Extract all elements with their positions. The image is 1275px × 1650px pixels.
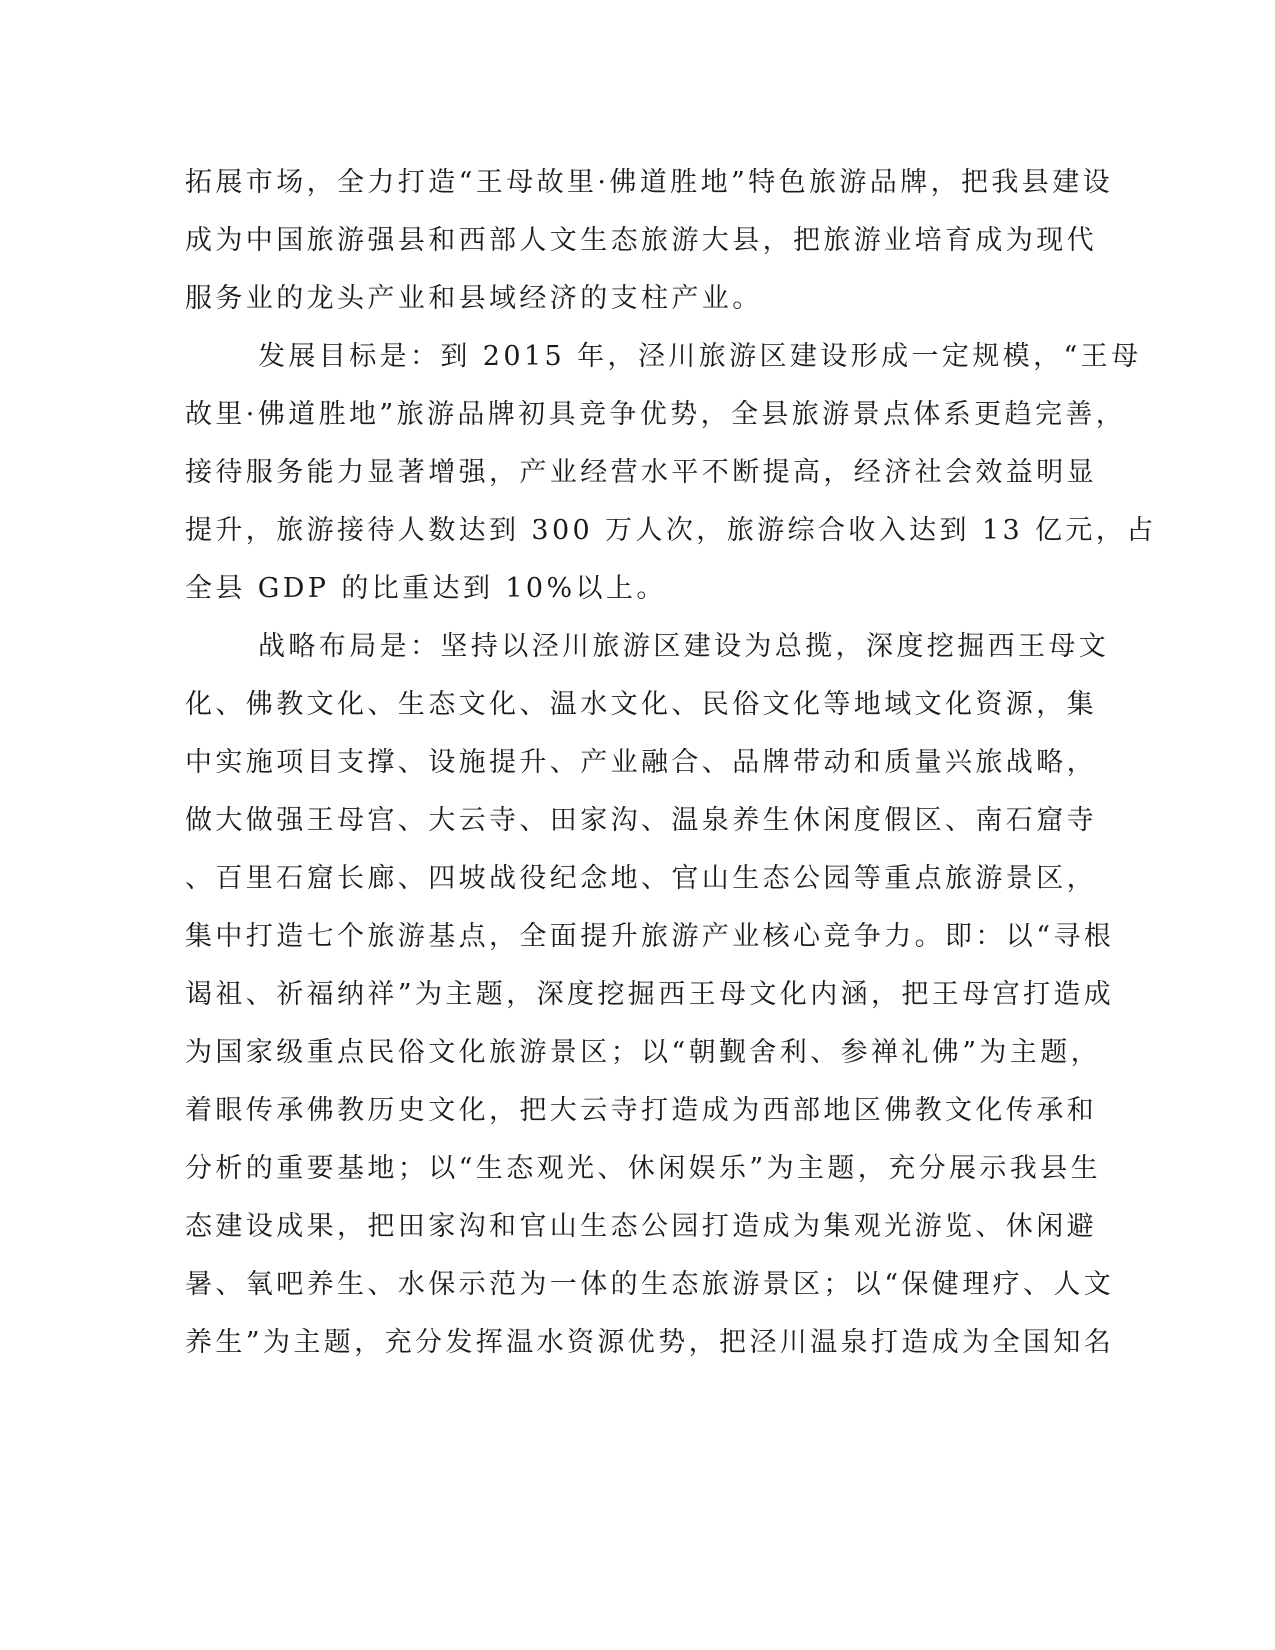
text-line: 提升，旅游接待人数达到 300 万人次，旅游综合收入达到 13 亿元，占: [185, 515, 1157, 546]
text-line: 、百里石窟长廊、四坡战役纪念地、官山生态公园等重点旅游景区，: [185, 863, 1097, 894]
paragraph-start-line: 发展目标是：到 2015 年，泾川旅游区建设形成一定规模，“王母: [258, 341, 1142, 372]
text-line: 故里·佛道胜地”旅游品牌初具竞争优势，全县旅游景点体系更趋完善，: [185, 399, 1127, 430]
text-line: 全县 GDP 的比重达到 10%以上。: [185, 573, 667, 604]
paragraph-start-line: 战略布局是：坚持以泾川旅游区建设为总揽，深度挖掘西王母文: [258, 631, 1110, 662]
text-line: 着眼传承佛教历史文化，把大云寺打造成为西部地区佛教文化传承和: [185, 1095, 1097, 1126]
text-line: 中实施项目支撑、设施提升、产业融合、品牌带动和质量兴旅战略，: [185, 747, 1097, 778]
text-line: 暑、氧吧养生、水保示范为一体的生态旅游景区；以“保健理疗、人文: [185, 1269, 1115, 1300]
text-line: 为国家级重点民俗文化旅游景区；以“朝觐舍利、参禅礼佛”为主题，: [185, 1037, 1102, 1068]
text-line: 拓展市场，全力打造“王母故里·佛道胜地”特色旅游品牌，把我县建设: [185, 167, 1113, 198]
text-line: 分析的重要基地；以“生态观光、休闲娱乐”为主题，充分展示我县生: [185, 1153, 1102, 1184]
text-line: 谒祖、祈福纳祥”为主题，深度挖掘西王母文化内涵，把王母宫打造成: [185, 979, 1115, 1010]
text-line: 态建设成果，把田家沟和官山生态公园打造成为集观光游览、休闲避: [185, 1211, 1097, 1242]
text-line: 服务业的龙头产业和县域经济的支柱产业。: [185, 283, 763, 314]
text-line: 做大做强王母宫、大云寺、田家沟、温泉养生休闲度假区、南石窟寺: [185, 805, 1097, 836]
text-line: 接待服务能力显著增强，产业经营水平不断提高，经济社会效益明显: [185, 457, 1097, 488]
text-line: 养生”为主题，充分发挥温水资源优势，把泾川温泉打造成为全国知名: [185, 1327, 1115, 1358]
text-line: 集中打造七个旅游基点，全面提升旅游产业核心竞争力。即：以“寻根: [185, 921, 1115, 952]
text-line: 成为中国旅游强县和西部人文生态旅游大县，把旅游业培育成为现代: [185, 225, 1097, 256]
text-line: 化、佛教文化、生态文化、温水文化、民俗文化等地域文化资源，集: [185, 689, 1097, 720]
